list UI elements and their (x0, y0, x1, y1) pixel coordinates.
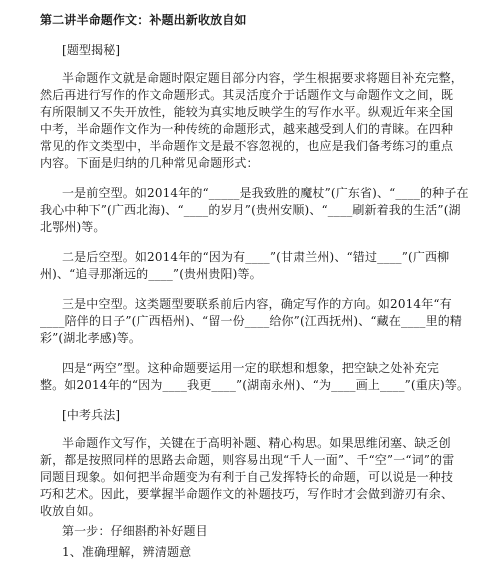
method-line-5: 收放自如。 (40, 503, 101, 518)
intro-line-3: 有所限制又不失开放性，能较为真实地反映学生的写作水平。纵观近年来全国 (40, 105, 454, 120)
type4-line-1: 四是“两空”型。这种命题要运用一定的联想和想象，把空缺之处补充完 (62, 360, 440, 375)
type3-line-2: ____陪伴的日子”(广西梧州)、“留一份____给你”(江西抚州)、“藏在____里的精 (40, 313, 463, 328)
method-line-4: 巧和艺术。因此，要掌握半命题作文的补题技巧，写作时才会做到游刃有余、 (40, 486, 454, 501)
intro-line-6: 内容。下面是归纳的几种常见命题形式： (40, 155, 259, 170)
type1-line-2: 我心中种下”(广西北海)、“____的岁月”(贵州安顺)、“____刷新着我的生活”(湖 (40, 202, 461, 217)
intro-line-5: 常见的作文类型中，半命题作文是最不容忽视的，也应是我们备考练习的重点 (40, 138, 454, 153)
step1-heading: 第一步：仔细斟酌补好题目 (62, 524, 208, 539)
type4-line-2: 整。如2014年的“因为____我更____”(湖南永州)、“为____画上____”(重庆)等。 (40, 377, 470, 392)
intro-line-4: 中考，半命题作文作为一种传统的命题形式，越来越受到人们的青睐。在四种 (40, 122, 454, 137)
type2-line-2: 州)、“追寻那渐远的____”(贵州贵阳)等。 (40, 266, 262, 281)
section-heading-exam-tactics: [中考兵法] (62, 407, 121, 422)
type1-line-1: 一是前空型。如2014年的“_____是我致胜的魔杖”(广东省)、“____的种子在 (62, 185, 469, 200)
point1-heading: 1、准确理解，辨清题意 (62, 545, 192, 559)
intro-line-2: 然后再进行写作的作文命题形式。其灵活度介于话题作文与命题作文之间，既 (40, 88, 454, 103)
method-line-2: 新，都是按照同样的思路去命题，则容易出现“千人一面”、千“空”一“词”的雷 (40, 452, 455, 467)
section-heading-question-types: [题型揭秘] (62, 43, 121, 58)
type3-line-3: 彩”(湖北孝感)等。 (40, 330, 141, 345)
method-line-3: 同题目现象。如何把半命题变为有利于自己发挥特长的命题，可以说是一种技 (40, 469, 454, 484)
type2-line-1: 二是后空型。如2014年的“因为有____”(甘肃兰州)、“错过____”(广西柳 (62, 249, 450, 264)
method-line-1: 半命题作文写作，关键在于高明补题、精心构思。如果思维闭塞、缺乏创 (62, 435, 451, 450)
intro-line-1: 半命题作文就是命题时限定题目部分内容，学生根据要求将题目补充完整， (62, 71, 463, 86)
type3-line-1: 三是中空型。这类题型要联系前后内容，确定写作的方向。如2014年“有 (62, 296, 452, 311)
document-title: 第二讲半命题作文：补题出新收放自如 (40, 13, 247, 27)
type1-line-3: 北鄂州)等。 (40, 219, 106, 234)
